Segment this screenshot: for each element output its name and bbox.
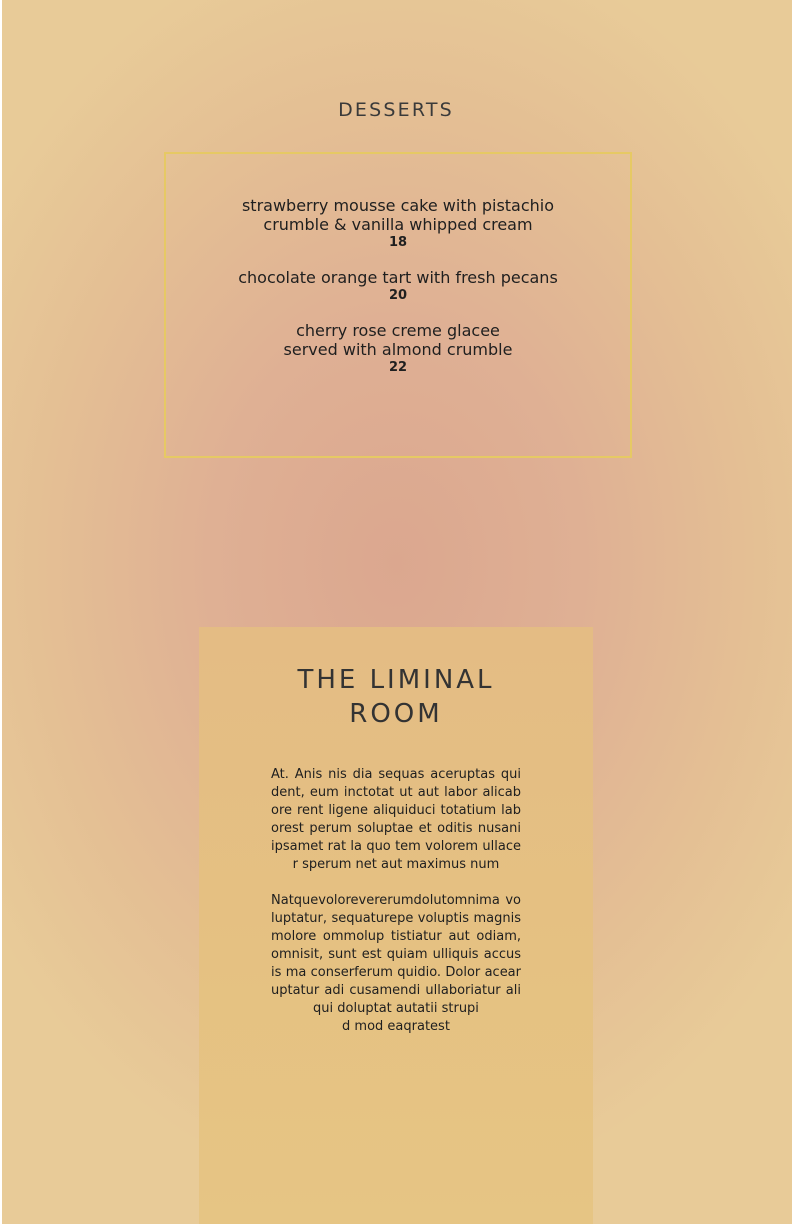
about-paragraph: At. Anis nis dia sequas aceruptas qui dent, eum inctotat ut aut labor alicabore rent ligene aliquiduci totatium laborest perum soluptae et oditis nusani ipsamet rat la quo tem volorem ullacer sperum net aut maximus num: [271, 767, 521, 872]
about-text: [271, 766, 521, 1036]
menu-item-description: strawberry mousse cake with pistachio crumble & vanilla whipped cream: [241, 196, 555, 234]
restaurant-name: THE LIMINAL ROOM: [297, 665, 495, 729]
about-paragraph-tail: d mod eaqratest: [342, 1019, 450, 1034]
menu-item-price: 20: [388, 288, 408, 303]
page-left-edge: [0, 0, 2, 1224]
menu-item: [166, 196, 630, 251]
desserts-list: [166, 196, 630, 393]
section-title: DESSERTS: [338, 99, 454, 121]
menu-item-description: chocolate orange tart with fresh pecans: [238, 268, 558, 287]
desserts-frame: [164, 152, 632, 458]
menu-item: [166, 268, 630, 304]
menu-item-description: cherry rose creme glacee served with almond crumble: [283, 321, 513, 359]
about-panel: [199, 627, 593, 1224]
menu-item: [166, 321, 630, 376]
about-paragraph: Natquevolorevererumdolutomnima voluptatur, sequaturepe voluptis magnis molore ommolup tistiatur aut odiam, omnisit, sunt est quiam ulliquis accus is ma conserferum quidio. Dolor acearuptatur adi cusamendi ullaboriatur aliqui doluptat autatii strupi: [271, 893, 521, 1016]
menu-item-price: 18: [388, 235, 408, 250]
menu-item-price: 22: [388, 360, 408, 375]
